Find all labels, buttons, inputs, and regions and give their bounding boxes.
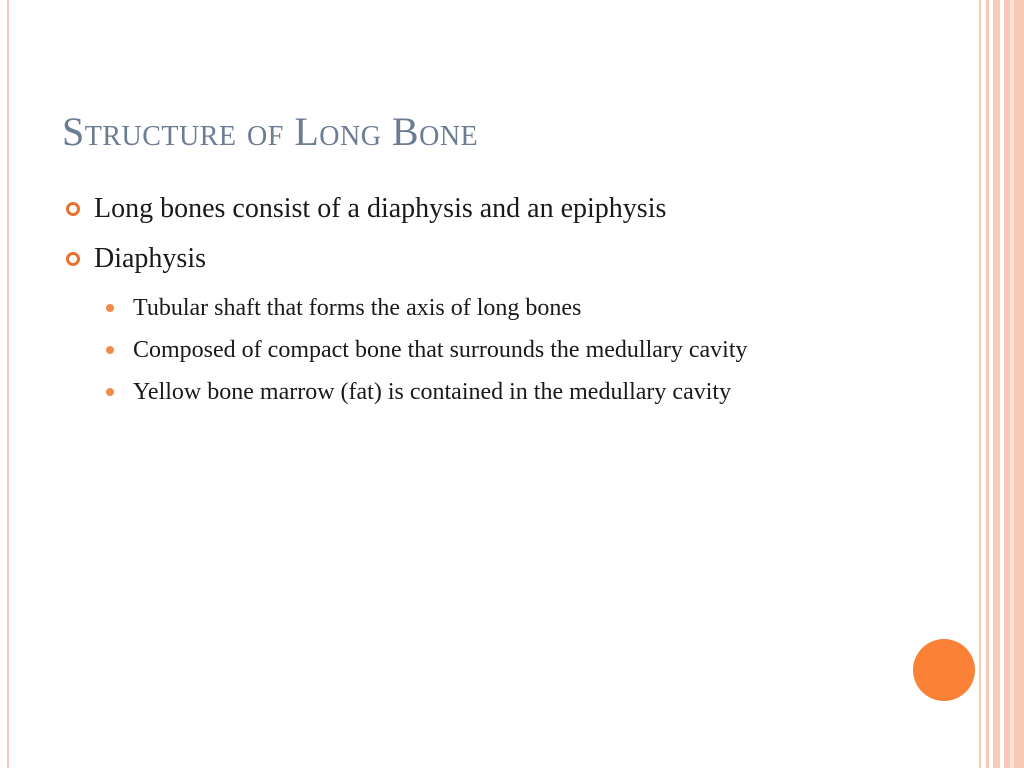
subbullet-text: Composed of compact bone that surrounds the medullary cavity xyxy=(133,337,748,363)
bullet-text: Diaphysis xyxy=(94,243,206,274)
bullet-text: Long bones consist of a diaphysis and an epiphysis xyxy=(94,193,667,224)
bullet-item xyxy=(64,240,784,278)
slide-body xyxy=(64,190,784,416)
right-stripe xyxy=(993,0,1000,768)
dot-bullet-icon xyxy=(106,304,114,312)
dot-bullet-icon xyxy=(106,346,114,354)
slide-title: Structure of Long Bone xyxy=(62,109,479,154)
right-stripe xyxy=(1004,0,1024,768)
bullet-item xyxy=(64,190,784,228)
dot-bullet-icon xyxy=(106,388,114,396)
ring-bullet-icon xyxy=(66,252,80,266)
right-stripe-highlight xyxy=(1010,0,1014,768)
left-border-line xyxy=(7,0,9,768)
subbullet-text: Tubular shaft that forms the axis of long bones xyxy=(133,295,582,321)
subbullet-item xyxy=(104,290,784,326)
right-stripe xyxy=(986,0,989,768)
subbullet-item xyxy=(104,332,784,368)
subbullet-text: Yellow bone marrow (fat) is contained in the medullary cavity xyxy=(133,379,732,405)
ring-bullet-icon xyxy=(66,202,80,216)
subbullet-item xyxy=(104,374,784,410)
right-stripe xyxy=(979,0,981,768)
decorative-circle xyxy=(913,639,975,701)
